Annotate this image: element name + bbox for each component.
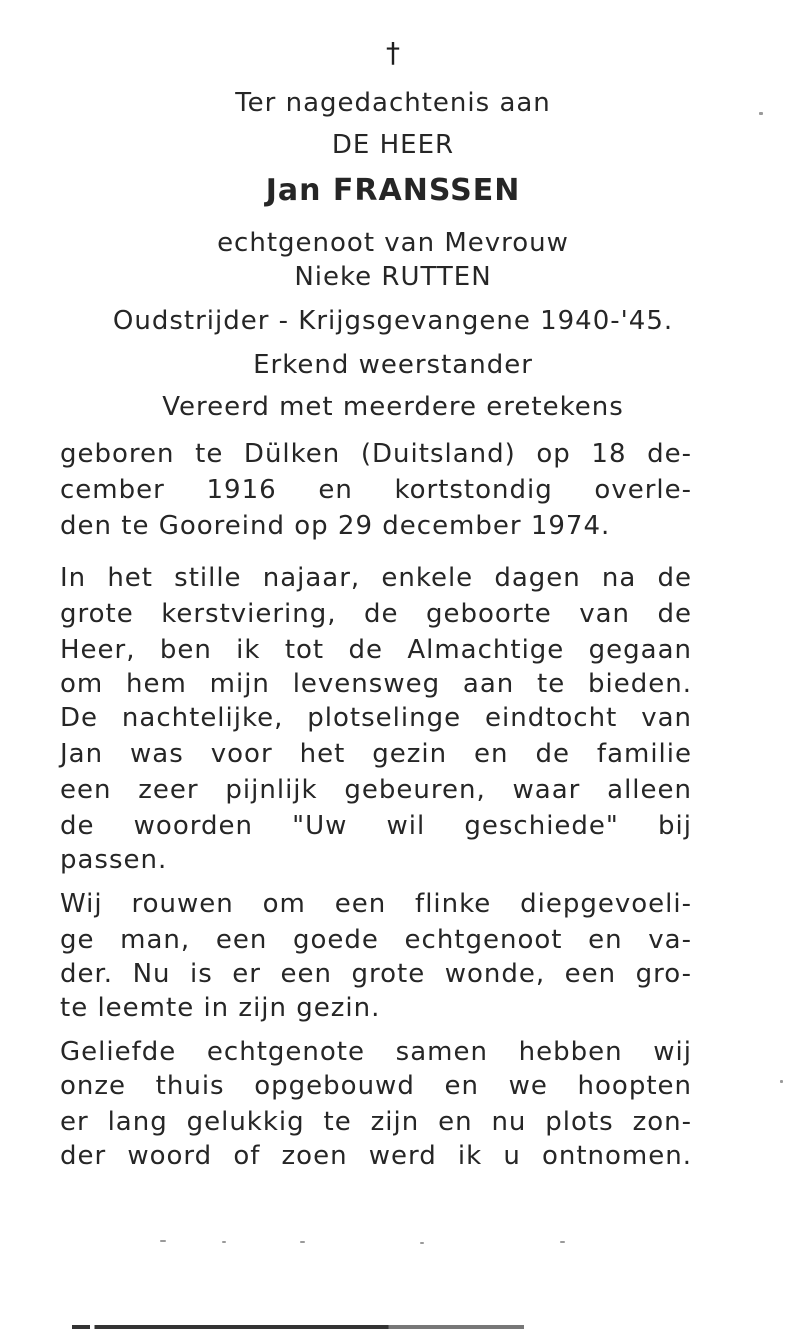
role-line-1: Oudstrijder - Krijgsgevangene 1940-'45.: [112, 306, 674, 336]
paragraph-1-line: grote kerstviering, de geboorte van de: [60, 599, 692, 629]
spouse-line-2: Nieke RUTTEN: [294, 262, 492, 292]
cross-icon: †: [386, 36, 400, 69]
paragraph-1-line: de woorden "Uw wil geschiede" bij: [60, 811, 692, 841]
role-line-2: Erkend weerstander: [253, 350, 533, 380]
scan-speck: [759, 112, 763, 115]
scan-speck: [780, 1080, 783, 1083]
paragraph-1-line: In het stille najaar, enkele dagen na de: [60, 563, 692, 593]
scan-speck: [420, 1242, 424, 1244]
paragraph-1-line: passen.: [60, 845, 168, 875]
paragraph-1-line: om hem mijn levensweg aan te bieden.: [60, 669, 692, 699]
role-line-3: Vereerd met meerdere eretekens: [162, 392, 624, 422]
scan-speck: [160, 1240, 166, 1242]
paragraph-3-line: der woord of zoen werd ik u ontnomen.: [60, 1141, 692, 1171]
deceased-name: Jan FRANSSEN: [265, 173, 521, 208]
paragraph-2-line: Wij rouwen om een flinke diepgevoeli-: [60, 889, 692, 919]
scan-speck: [300, 1241, 305, 1243]
title-line: DE HEER: [331, 130, 455, 160]
paragraph-2-line: ge man, een goede echtgenoot en va-: [60, 925, 692, 955]
paragraph-2-line: der. Nu is er een grote wonde, een gro-: [60, 959, 692, 989]
bottom-border-line: [72, 1325, 524, 1329]
paragraph-2-line: te leemte in zijn gezin.: [60, 993, 381, 1023]
birth-line-1: geboren te Dülken (Duitsland) op 18 de-: [60, 439, 692, 469]
paragraph-3-line: onze thuis opgebouwd en we hoopten: [60, 1071, 692, 1101]
spouse-line-1: echtgenoot van Mevrouw: [217, 228, 569, 258]
paragraph-1-line: De nachtelijke, plotselinge eindtocht van: [60, 703, 692, 733]
paragraph-3-line: Geliefde echtgenote samen hebben wij: [60, 1037, 692, 1067]
paragraph-3-line: er lang gelukkig te zijn en nu plots zon-: [60, 1107, 692, 1137]
scan-speck: [560, 1241, 565, 1243]
birth-line-2: cember 1916 en kortstondig overle-: [60, 475, 692, 505]
scan-speck: [222, 1241, 226, 1243]
paragraph-1-line: een zeer pijnlijk gebeuren, waar alleen: [60, 775, 692, 805]
birth-line-3: den te Gooreind op 29 december 1974.: [60, 511, 611, 541]
intro-line: Ter nagedachtenis aan: [235, 88, 551, 118]
paragraph-1-line: Heer, ben ik tot de Almachtige gegaan: [60, 635, 692, 665]
paragraph-1-line: Jan was voor het gezin en de familie: [60, 739, 692, 769]
